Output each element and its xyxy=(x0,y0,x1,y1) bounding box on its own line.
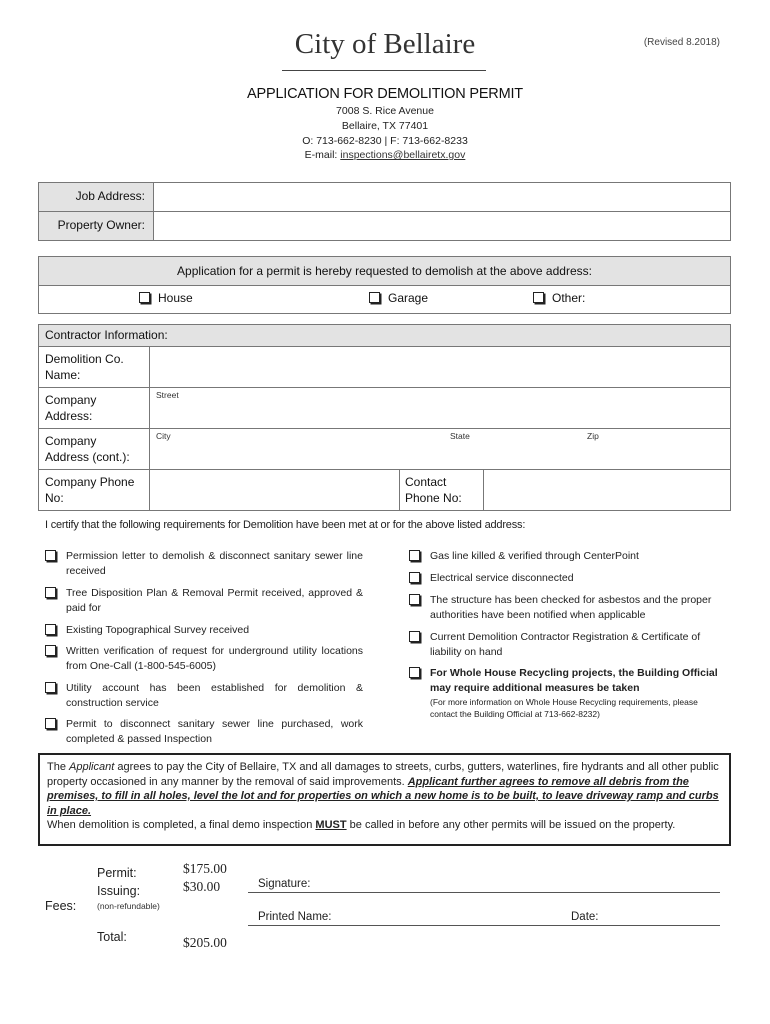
property-owner-label: Property Owner: xyxy=(39,212,154,241)
requirement-checkbox[interactable] xyxy=(409,572,420,583)
phone-fax: O: 713-662-8230 | F: 713-662-8233 xyxy=(302,135,468,147)
requirement-item xyxy=(409,630,727,659)
requirement-item xyxy=(45,549,363,578)
permit-fee-amount: $175.00 xyxy=(183,861,227,876)
street-address: 7008 S. Rice Avenue xyxy=(336,105,434,117)
requirement-checkbox[interactable] xyxy=(45,718,56,729)
requirement-item xyxy=(45,623,363,638)
email-label: E-mail: xyxy=(304,149,338,161)
company-phone-field[interactable] xyxy=(150,470,400,511)
signature-line[interactable] xyxy=(248,892,720,893)
agreement-cleanup-clause: Applicant further agrees to remove all debris from the premises, to fill in all holes, level the lot and for properties on which a new home is to be built, to leave driveway ramp and curbs in place. xyxy=(47,775,719,817)
signature-label: Signature: xyxy=(258,878,311,890)
requirement-checkbox[interactable] xyxy=(45,645,56,656)
house-option[interactable] xyxy=(139,291,193,305)
property-owner-field[interactable] xyxy=(154,212,731,241)
garage-label: Garage xyxy=(388,291,429,305)
demolition-co-name-label: Demolition Co. Name: xyxy=(39,347,150,388)
agreement-box xyxy=(38,753,731,846)
total-fee-label: Total: xyxy=(97,930,127,944)
total-fee-amount: $205.00 xyxy=(183,935,227,950)
other-label: Other: xyxy=(552,291,586,305)
requirement-item xyxy=(409,593,727,622)
city-state-zip: Bellaire, TX 77401 xyxy=(341,120,429,132)
agreement-text-start: The xyxy=(47,761,70,773)
requirement-text: Tree Disposition Plan & Removal Permit received, approved & paid for xyxy=(66,587,363,614)
final-inspection-text-end: be called in before any other permits will be issued on the property. xyxy=(346,819,676,831)
requirement-item xyxy=(45,717,363,746)
issuing-fee-amount: $30.00 xyxy=(183,879,221,894)
date-label: Date: xyxy=(571,911,599,923)
company-address-label: Company Address: xyxy=(39,388,150,429)
state-hint: State xyxy=(450,431,470,441)
printed-name-label: Printed Name: xyxy=(258,911,332,923)
email-line xyxy=(0,149,770,161)
email-link[interactable]: inspections@bellairetx.gov xyxy=(340,149,466,161)
other-option[interactable] xyxy=(533,291,585,305)
demolish-type-row xyxy=(39,286,731,314)
job-address-field[interactable] xyxy=(154,183,731,212)
company-address-cont-field[interactable] xyxy=(150,429,731,470)
company-address-field[interactable] xyxy=(150,388,731,429)
non-refundable-note: (non-refundable) xyxy=(97,901,160,911)
company-phone-label: Company Phone No: xyxy=(39,470,150,511)
requirement-text: Electrical service disconnected xyxy=(430,572,574,584)
contact-phone-label: Contact Phone No: xyxy=(400,470,484,511)
title-underline xyxy=(282,70,486,71)
requirement-item xyxy=(409,549,727,564)
requirement-checkbox[interactable] xyxy=(409,594,420,605)
permit-fee-label: Permit: xyxy=(97,866,137,880)
requirement-text: Permission letter to demolish & disconnect sanitary sewer line received xyxy=(66,550,363,577)
requirement-item xyxy=(45,681,363,710)
requirement-item xyxy=(45,644,363,673)
requirements-heading: I certify that the following requirements for Demolition have been met at or for the above listed address: xyxy=(45,519,526,531)
recycling-item xyxy=(409,666,727,720)
garage-option[interactable] xyxy=(369,291,428,305)
requirement-item xyxy=(409,571,727,586)
requirement-text: Utility account has been established for demolition & construction service xyxy=(66,682,363,709)
printed-name-date-line[interactable] xyxy=(248,925,720,926)
requirement-checkbox[interactable] xyxy=(45,587,56,598)
city-title: City of Bellaire xyxy=(294,28,476,60)
contractor-heading: Contractor Information: xyxy=(39,325,731,347)
city-hint: City xyxy=(156,431,171,441)
contractor-table xyxy=(38,324,731,511)
requirement-checkbox[interactable] xyxy=(45,682,56,693)
house-checkbox[interactable] xyxy=(139,292,150,303)
permit-request-heading: Application for a permit is hereby requested to demolish at the above address: xyxy=(39,257,731,286)
agreement-applicant: Applicant xyxy=(69,761,115,773)
requirement-text: Existing Topographical Survey received xyxy=(66,624,250,636)
issuing-fee-label: Issuing: xyxy=(97,884,141,898)
requirement-checkbox[interactable] xyxy=(45,624,56,635)
recycling-note: (For more information on Whole House Recycling requirements, please contact the Building Official at 713-662-8232) xyxy=(430,697,698,719)
zip-hint: Zip xyxy=(587,431,599,441)
requirement-text: Written verification of request for underground utility locations from One-Call (1-800-545-6005) xyxy=(66,645,363,672)
recycling-text: For Whole House Recycling projects, the Building Official may require additional measures be taken xyxy=(430,667,718,694)
street-hint: Street xyxy=(156,390,179,400)
form-title: APPLICATION FOR DEMOLITION PERMIT xyxy=(247,86,523,102)
final-inspection-must: MUST xyxy=(315,819,347,831)
agreement-text-body: agrees to pay the City of Bellaire, TX and all damages to streets, curbs, gutters, waterlines, fire hydrants and all other public property occasioned in any manner by the removal of said improvements. xyxy=(47,761,719,788)
requirement-text: The structure has been checked for asbestos and the proper authorities have been notified when applicable xyxy=(430,594,712,621)
contact-phone-field[interactable] xyxy=(484,470,731,511)
garage-checkbox[interactable] xyxy=(369,292,380,303)
requirement-text: Current Demolition Contractor Registration & Certificate of liability on hand xyxy=(430,631,701,658)
requirement-checkbox[interactable] xyxy=(409,631,420,642)
requirement-checkbox[interactable] xyxy=(45,550,56,561)
demolition-co-name-field[interactable] xyxy=(150,347,731,388)
fees-label: Fees: xyxy=(45,899,77,913)
job-address-label: Job Address: xyxy=(39,183,154,212)
final-inspection-text-start: When demolition is completed, a final demo inspection xyxy=(47,819,316,831)
company-address-cont-label: Company Address (cont.): xyxy=(39,429,150,470)
revision-note: (Revised 8.2018) xyxy=(643,37,720,48)
requirement-text: Permit to disconnect sanitary sewer line purchased, work completed & passed Inspection xyxy=(66,718,363,745)
requirement-text: Gas line killed & verified through CenterPoint xyxy=(430,550,639,562)
permit-request-table xyxy=(38,256,731,314)
requirement-checkbox[interactable] xyxy=(409,550,420,561)
job-info-table xyxy=(38,182,731,241)
requirement-item xyxy=(45,586,363,615)
recycling-checkbox[interactable] xyxy=(409,667,420,678)
other-checkbox[interactable] xyxy=(533,292,544,303)
house-label: House xyxy=(158,291,193,305)
